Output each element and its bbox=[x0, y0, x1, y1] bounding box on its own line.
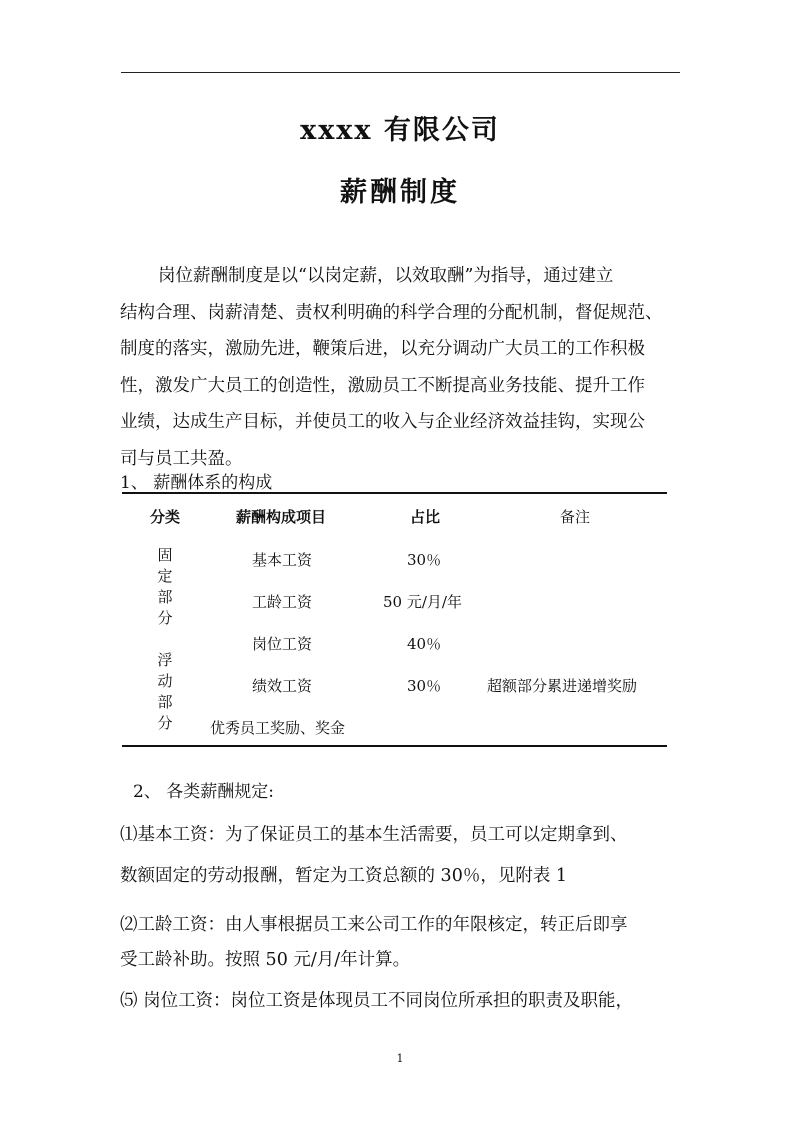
intro-line: 结构合理、岗薪清楚、责权利明确的科学合理的分配机制，督促规范、 bbox=[120, 302, 663, 323]
rule-basic-salary-line: 数额固定的劳动报酬，暂定为工资总额的 30％，见附表 1 bbox=[120, 866, 568, 886]
intro-line: 业绩，达成生产目标，并使员工的收入与企业经济效益挂钩，实现公 bbox=[120, 412, 645, 432]
company-title: xxxx 有限公司 bbox=[300, 115, 500, 146]
row-ratio: 40％ bbox=[407, 635, 442, 653]
intro-paragraph bbox=[120, 258, 682, 477]
rule-seniority-line: ⑵工龄工资：由人事根据员工来公司工作的年限核定，转正后即享 bbox=[120, 915, 628, 935]
header-ratio: 占比 bbox=[410, 508, 441, 526]
row-item: 优秀员工奖励、奖金 bbox=[210, 719, 346, 737]
row-item: 绩效工资 bbox=[252, 677, 313, 695]
document-title: 薪酬制度 bbox=[340, 177, 460, 208]
group-label-floating: 浮 动 部 分 bbox=[157, 651, 173, 732]
rule-position-salary-line: ⑸ 岗位工资：岗位工资是体现员工不同岗位所承担的职责及职能， bbox=[120, 991, 634, 1011]
intro-line: 司与员工共盈。 bbox=[120, 448, 243, 469]
intro-line: 性，激发广大员工的创造性，激励员工不断提高业务技能、提升工作 bbox=[120, 375, 645, 396]
header-category: 分类 bbox=[150, 508, 181, 526]
table-bottom-rule bbox=[122, 745, 667, 747]
intro-line: 岗位薪酬制度是以“以岗定薪，以效取酬”为指导，通过建立 bbox=[158, 266, 614, 286]
row-note: 超额部分累进递增奖励 bbox=[487, 677, 638, 695]
row-item: 工龄工资 bbox=[252, 593, 313, 611]
table-top-rule bbox=[122, 492, 667, 494]
header-item: 薪酬构成项目 bbox=[236, 508, 327, 526]
page-number: 1 bbox=[396, 1052, 404, 1065]
group-label-fixed: 固 定 部 分 bbox=[157, 546, 173, 627]
intro-line: 制度的落实，激励先进，鞭策后进，以充分调动广大员工的工作积极 bbox=[120, 339, 645, 359]
rule-seniority-line: 受工龄补助。按照 50 元/月/年计算。 bbox=[120, 950, 411, 970]
row-ratio: 30％ bbox=[407, 551, 442, 569]
section1-heading: 1、 薪酬体系的构成 bbox=[120, 473, 273, 493]
header-note: 备注 bbox=[560, 508, 591, 526]
row-ratio: 50 元/月/年 bbox=[383, 593, 462, 611]
row-ratio: 30％ bbox=[407, 677, 442, 695]
row-item: 基本工资 bbox=[252, 551, 313, 569]
row-item: 岗位工资 bbox=[252, 635, 313, 653]
section2-heading: 2、 各类薪酬规定: bbox=[133, 782, 274, 802]
header-rule bbox=[121, 72, 680, 73]
rule-basic-salary-line: ⑴基本工资：为了保证员工的基本生活需要，员工可以定期拿到、 bbox=[120, 825, 628, 845]
